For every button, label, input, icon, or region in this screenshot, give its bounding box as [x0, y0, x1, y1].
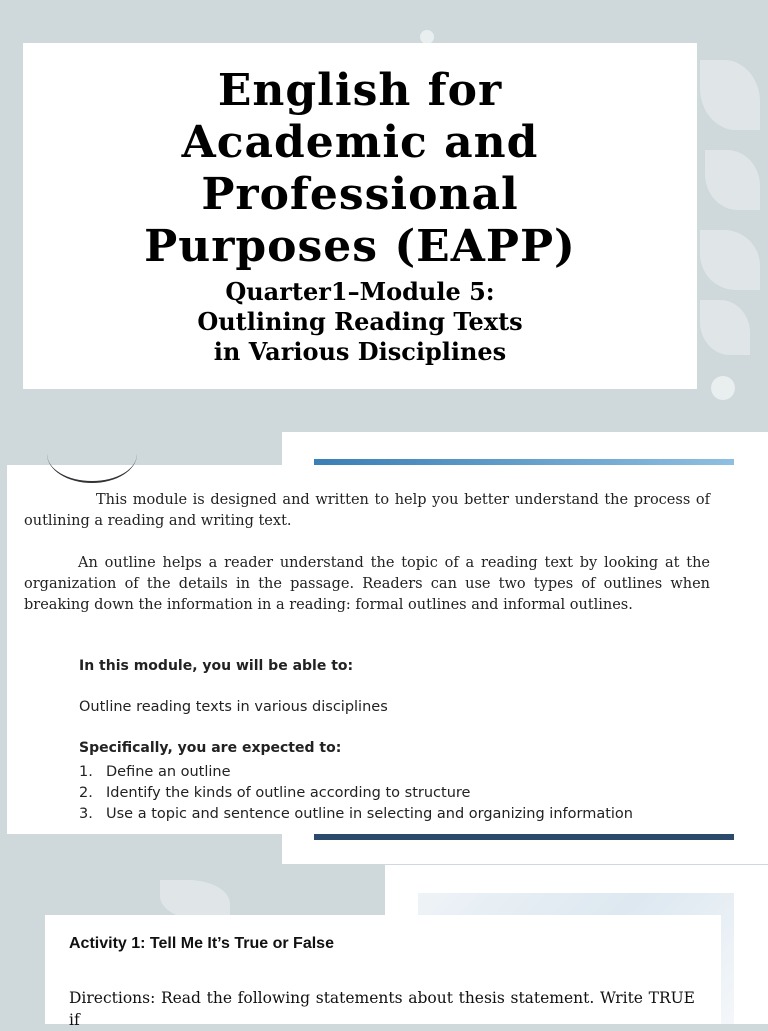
objectives-list: [79, 762, 633, 825]
module-subtitle: [23, 277, 697, 367]
dot-decoration: [420, 30, 434, 44]
dot-decoration: [711, 376, 735, 400]
intro-page: [7, 465, 734, 834]
activity-page: [45, 915, 721, 1029]
leaf-decoration: [705, 150, 760, 210]
objective-text: Use a topic and sentence outline in selecting and organizing information: [106, 806, 633, 822]
module-title-card: [23, 43, 697, 389]
objective-item: [79, 762, 633, 783]
objective-text: Define an outline: [106, 764, 231, 780]
course-title-line: Academic and: [181, 117, 539, 168]
expected-heading: Specifically, you are expected to:: [79, 740, 342, 756]
leaf-decoration: [160, 880, 230, 920]
outline-paragraph: An outline helps a reader understand the topic of a reading text by looking at the organization of the details in the passage. Readers can use two types of outlines when breaking down the information in a reading: formal outlines and informal outlines.: [24, 555, 710, 613]
objective-number: 1.: [79, 764, 93, 780]
leaf-decoration: [700, 230, 760, 290]
course-title-line: Professional: [201, 169, 519, 220]
course-title-line: English for: [217, 65, 503, 116]
objective-number: 3.: [79, 806, 93, 822]
course-title: [23, 65, 697, 273]
objective-item: [79, 783, 633, 804]
activity-title: Activity 1: Tell Me It’s True or False: [69, 935, 334, 952]
module-subtitle-line: in Various Disciplines: [213, 337, 507, 366]
able-item: Outline reading texts in various disciplines: [79, 699, 388, 715]
leaf-decoration: [700, 300, 750, 355]
module-subtitle-line: Quarter1–Module 5:: [225, 277, 495, 306]
objective-text: Identify the kinds of outline according to structure: [106, 785, 471, 801]
circle-graphic: [47, 425, 137, 483]
objective-item: [79, 804, 633, 825]
course-title-line: Purposes (EAPP): [144, 221, 576, 272]
leaf-decoration: [700, 60, 760, 130]
intro-paragraph: This module is designed and written to help you better understand the process of outlining a reading and writing text.: [24, 492, 710, 529]
module-subtitle-line: Outlining Reading Texts: [197, 307, 523, 336]
footer-accent-bar: [314, 834, 734, 840]
objective-number: 2.: [79, 785, 93, 801]
able-heading: In this module, you will be able to:: [79, 658, 354, 674]
activity-directions: Directions: Read the following statements about thesis statement. Write TRUE if: [69, 989, 695, 1029]
